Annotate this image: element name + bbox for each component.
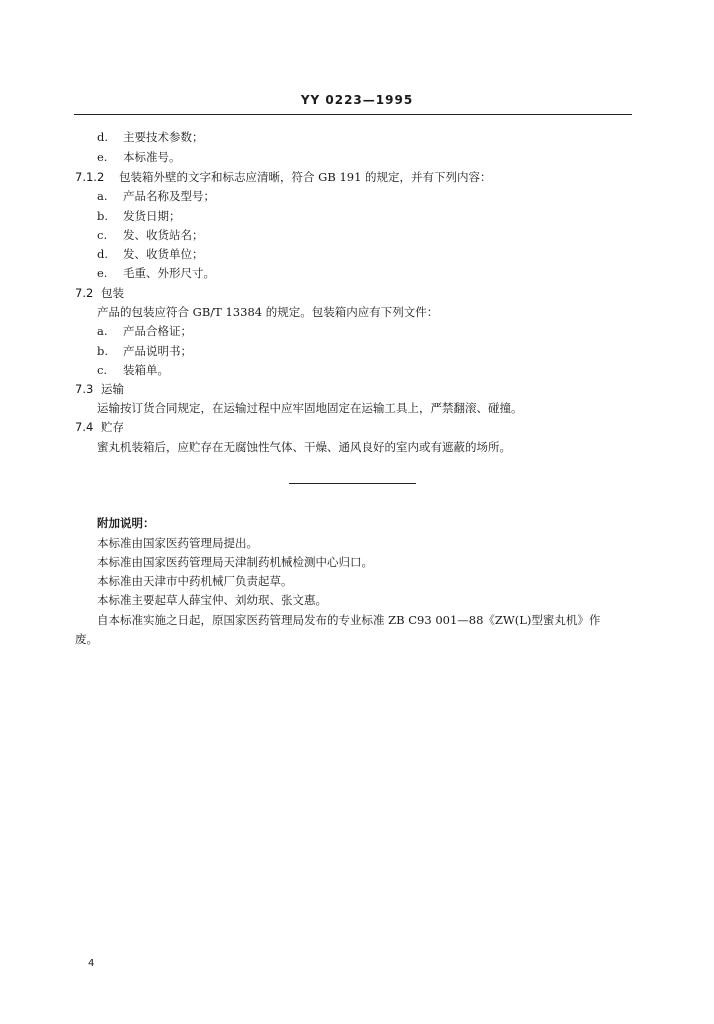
list-item <box>97 228 204 242</box>
list-item <box>97 189 215 203</box>
list-text: 产品说明书； <box>123 344 192 358</box>
appendix-title: 附加说明： <box>97 516 155 530</box>
section-7-4-heading <box>75 420 124 434</box>
section-7-2-heading <box>75 286 124 300</box>
appendix-line: 本标准由国家医药管理局天津制药机械检测中心归口。 <box>97 555 373 569</box>
appendix-line: 本标准主要起草人薛宝仲、刘幼珉、张文惠。 <box>97 593 327 607</box>
clause-7-1-2 <box>75 170 492 184</box>
list-item <box>97 324 192 338</box>
list-marker: b. <box>97 344 109 358</box>
clause-number: 7.1.2 <box>75 170 105 184</box>
list-marker: c. <box>97 228 108 242</box>
section-title: 贮存 <box>101 420 124 434</box>
list-text: 产品合格证； <box>123 324 192 338</box>
list-marker: c. <box>97 363 108 377</box>
appendix-line: 废。 <box>75 632 98 646</box>
list-marker: e. <box>97 150 108 164</box>
appendix-line: 本标准由国家医药管理局提出。 <box>97 536 258 550</box>
list-text: 装箱单。 <box>123 363 169 377</box>
section-7-4-body: 蜜丸机装箱后，应贮存在无腐蚀性气体、干燥、通风良好的室内或有遮蔽的场所。 <box>97 440 511 454</box>
list-marker: b. <box>97 209 109 223</box>
section-number: 7.4 <box>75 420 94 434</box>
list-marker: a. <box>97 324 108 338</box>
list-item <box>97 130 204 144</box>
page-number: 4 <box>88 958 95 969</box>
section-title: 运输 <box>101 382 124 396</box>
section-7-3-body: 运输按订货合同规定，在运输过程中应牢固地固定在运输工具上，严禁翻滚、碰撞。 <box>97 401 523 415</box>
section-7-3-heading <box>75 382 124 396</box>
list-item <box>97 344 192 358</box>
list-text: 主要技术参数； <box>123 130 204 144</box>
list-text: 发货日期； <box>123 209 181 223</box>
clause-text: 包装箱外壁的文字和标志应清晰，符合 GB 191 的规定，并有下列内容： <box>119 170 492 184</box>
list-text: 本标准号。 <box>123 150 181 164</box>
list-marker: a. <box>97 189 108 203</box>
list-marker: d. <box>97 130 109 144</box>
section-7-2-body: 产品的包装应符合 GB/T 13384 的规定。包装箱内应有下列文件： <box>97 305 439 319</box>
list-item <box>97 247 204 261</box>
list-text: 发、收货站名； <box>123 228 204 242</box>
standard-code-header: YY 0223—1995 <box>300 93 414 107</box>
appendix-line: 本标准由天津市中药机械厂负责起草。 <box>97 574 293 588</box>
section-title: 包装 <box>101 286 124 300</box>
list-marker: e. <box>97 266 108 280</box>
section-number: 7.2 <box>75 286 94 300</box>
list-text: 产品名称及型号； <box>123 189 215 203</box>
list-item <box>97 363 169 377</box>
list-text: 发、收货单位； <box>123 247 204 261</box>
list-item <box>97 150 181 164</box>
list-text: 毛重、外形尺寸。 <box>123 266 215 280</box>
appendix-line: 自本标准实施之日起，原国家医药管理局发布的专业标准 ZB C93 001—88《ZW(L)型蜜丸机》作 <box>97 613 601 627</box>
list-item <box>97 266 215 280</box>
list-marker: d. <box>97 247 109 261</box>
section-number: 7.3 <box>75 382 94 396</box>
header-rule <box>74 114 632 115</box>
list-item <box>97 209 181 223</box>
end-of-text-divider <box>289 483 416 484</box>
